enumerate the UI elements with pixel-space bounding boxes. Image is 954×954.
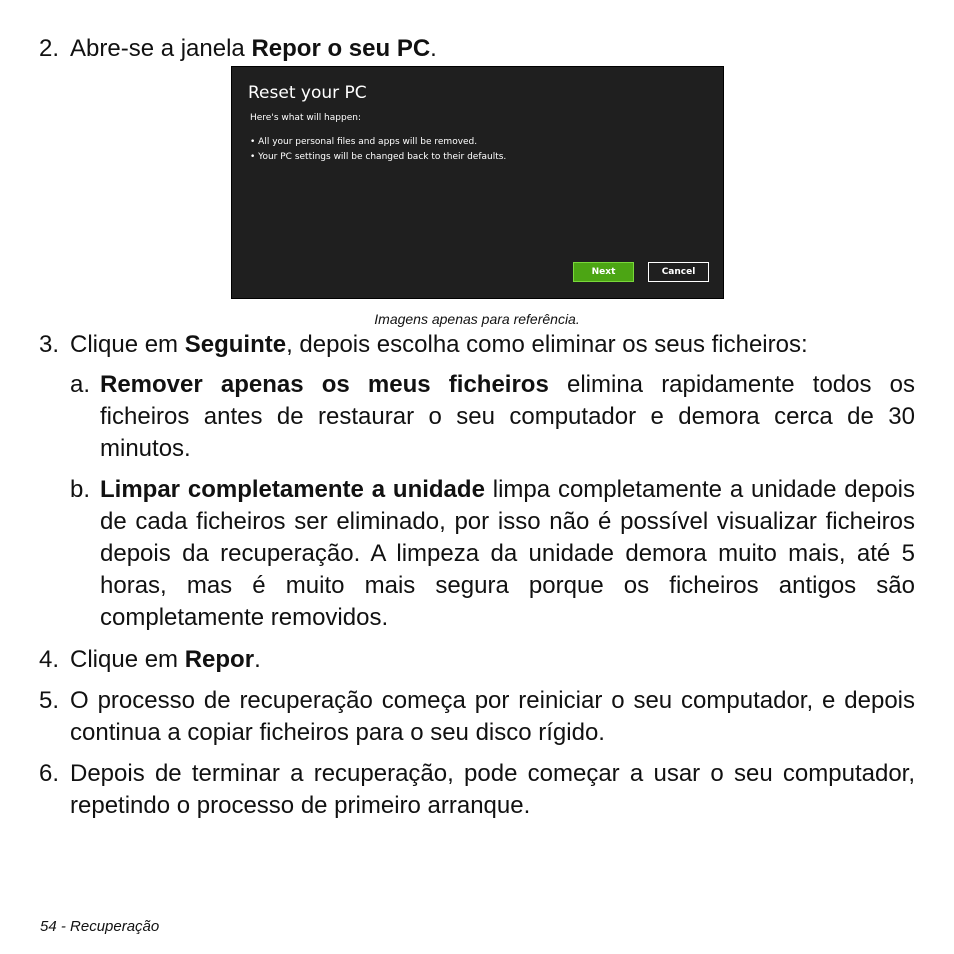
step-text-pre: Clique em — [70, 646, 185, 673]
step-number: 3. — [39, 331, 60, 358]
step-3a — [39, 369, 915, 465]
step-text-post: limpa completamente a unidade depois de cada ficheiros ser eliminado, por isso não é possível visualizar ficheiros depois da recuperação. A limpeza da unidade demora muito mais, até 5 horas, mas é muito mais segura porque os ficheiros antigos são completamente removidos. — [100, 476, 916, 631]
step-text — [70, 644, 915, 676]
step-text-post: , depois escolha como eliminar os seus ficheiros: — [286, 331, 808, 358]
step-text — [70, 33, 915, 65]
reset-pc-screenshot — [231, 66, 724, 299]
step-3 — [39, 329, 915, 361]
screenshot-title: Reset your PC — [248, 83, 367, 103]
step-text — [100, 474, 915, 634]
step-text — [70, 329, 915, 361]
step-number: 4. — [39, 646, 60, 673]
step-text-bold: Repor o seu PC — [251, 35, 431, 62]
step-3b — [39, 474, 915, 634]
step-6 — [39, 758, 915, 822]
step-text-post: elimina rapidamente todos os ficheiros antes de restaurar o seu computador e demora cerca de 30 minutos. — [100, 371, 915, 462]
step-letter: b. — [70, 476, 91, 503]
screenshot-subtitle: Here's what will happen: — [250, 113, 361, 123]
screenshot-bullet: • Your PC settings will be changed back to their defaults. — [250, 152, 507, 162]
step-letter: a. — [70, 371, 91, 398]
step-text: Depois de terminar a recuperação, pode começar a usar o seu computador, repetindo o processo de primeiro arranque. — [70, 760, 915, 819]
step-text: O processo de recuperação começa por reiniciar o seu computador, e depois continua a copiar ficheiros para o seu disco rígido. — [70, 687, 915, 746]
page-footer: 54 - Recuperação — [40, 918, 160, 935]
figure-caption: Imagens apenas para referência. — [374, 311, 580, 327]
step-number: 5. — [39, 687, 60, 714]
step-text-post: . — [430, 35, 437, 62]
step-text-bold: Remover apenas os meus ficheiros — [100, 371, 549, 398]
next-button[interactable]: Next — [573, 262, 634, 282]
step-text-post: . — [254, 646, 261, 673]
step-text-bold: Seguinte — [184, 331, 287, 358]
step-2 — [39, 33, 915, 65]
step-text-bold: Repor — [184, 646, 255, 673]
step-5 — [39, 685, 915, 749]
step-number: 2. — [39, 35, 60, 62]
cancel-button[interactable]: Cancel — [648, 262, 709, 282]
step-text-pre: Abre-se a janela — [70, 35, 252, 62]
step-text-pre: Clique em — [70, 331, 185, 358]
step-text-bold: Limpar completamente a unidade — [100, 476, 485, 503]
step-text — [100, 369, 915, 465]
step-4 — [39, 644, 915, 676]
step-number: 6. — [39, 760, 60, 787]
screenshot-bullet: • All your personal files and apps will be removed. — [250, 137, 478, 147]
